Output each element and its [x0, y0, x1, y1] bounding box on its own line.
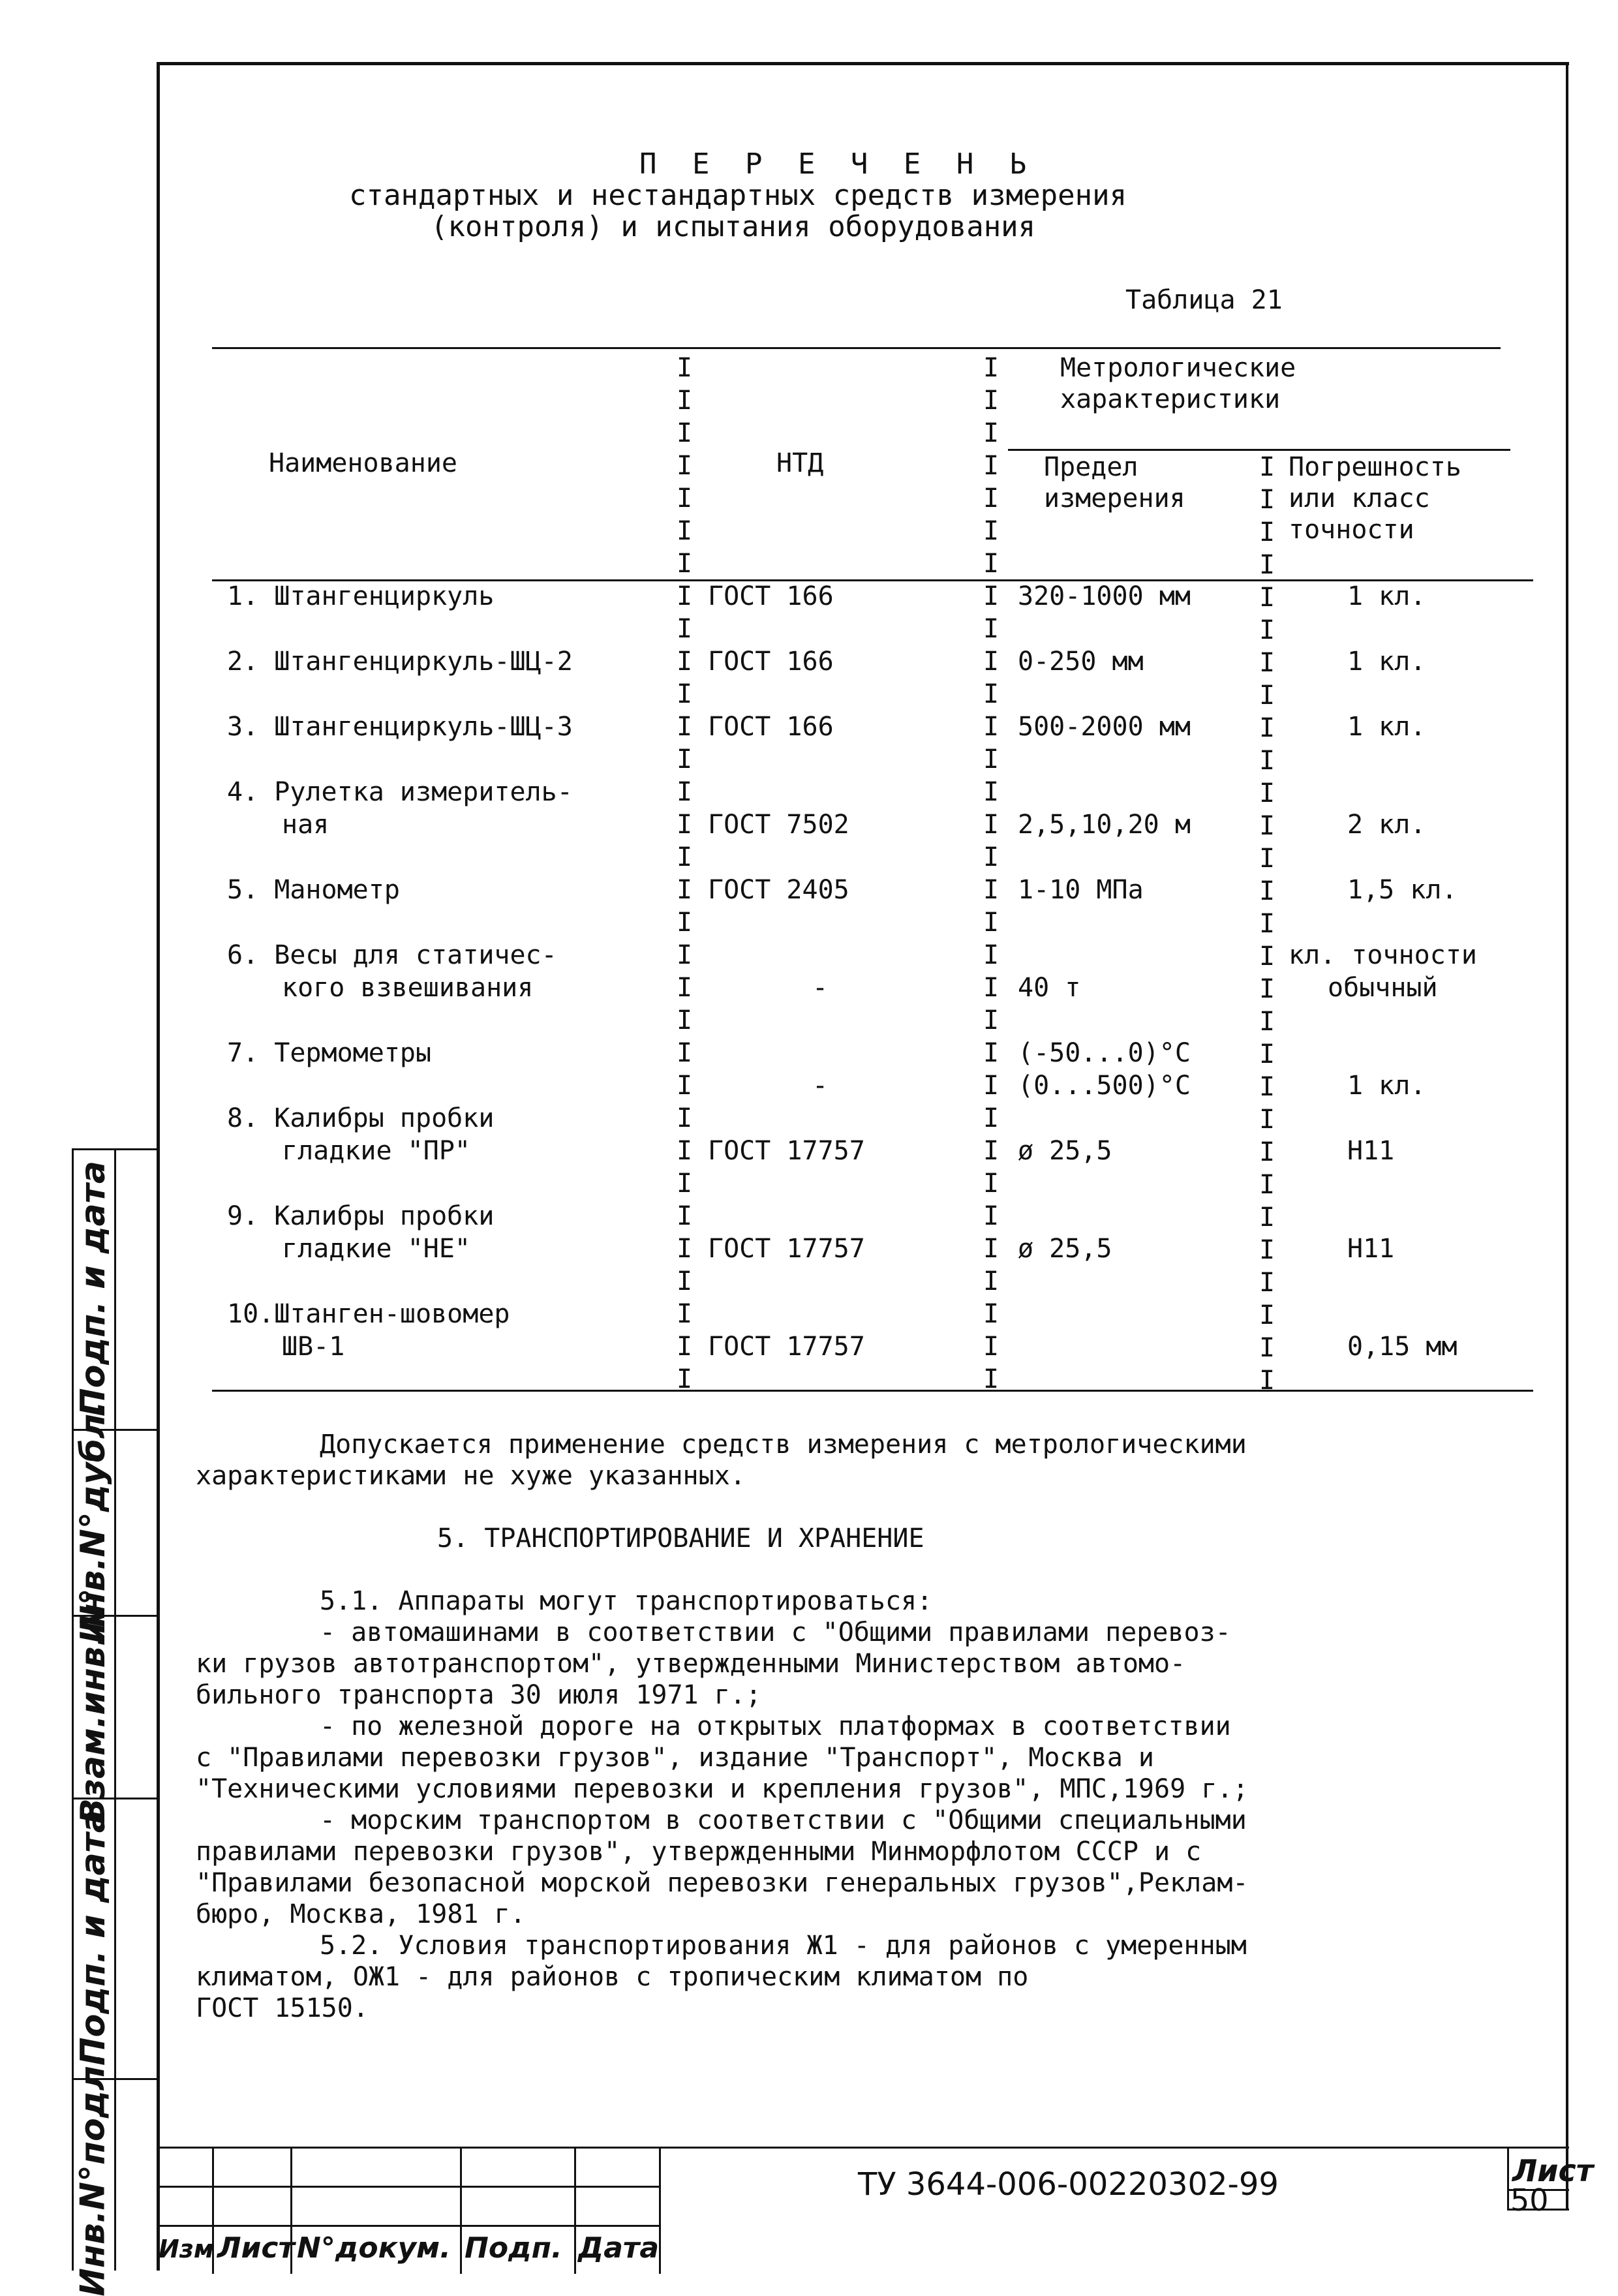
sep-col-name: I	[677, 614, 693, 644]
row-ntd: ГОСТ 166	[708, 647, 834, 677]
sep-col-limit: I	[1259, 1366, 1275, 1396]
side-label-replace-inv: Взам.инв.N°	[73, 1588, 113, 1824]
doc-title: П Е Р Е Ч Е Н Ь	[639, 147, 1036, 181]
row-limit: 320-1000 мм	[1018, 581, 1191, 611]
sep-col-ntd: I	[983, 614, 1000, 644]
row-ntd: ГОСТ 2405	[708, 875, 849, 905]
header-name: Наименование	[269, 448, 457, 478]
stamp-label-date: Дата	[578, 2231, 660, 2265]
sep-col-name: I	[677, 810, 693, 840]
row-accuracy: 2 кл.	[1347, 810, 1426, 840]
row-accuracy: 0,15 мм	[1347, 1332, 1458, 1362]
side-cell-sign-date-2	[72, 1798, 114, 2078]
sep-col-name: I	[677, 973, 693, 1003]
section-line: - по железной дороге на открытых платформах в соответствии	[320, 1711, 1231, 1741]
sep-col-limit: I	[1259, 485, 1275, 515]
sep-col-name: I	[677, 679, 693, 709]
stamp-label-sign: Подп.	[465, 2231, 562, 2265]
side-label-sign-date-2: Подп. и дата	[73, 1810, 113, 2066]
sep-col-limit: I	[1259, 681, 1275, 711]
row-accuracy: 1,5 кл.	[1347, 875, 1458, 905]
row-name: 2. Штангенциркуль-ШЦ-2	[227, 647, 573, 677]
document-code: ТУ 3644-006-00220302-99	[858, 2166, 1279, 2203]
row-accuracy: 1 кл.	[1347, 1071, 1426, 1101]
doc-subtitle-2: (контроля) и испытания оборудования	[431, 210, 1036, 243]
row-accuracy: 1 кл.	[1347, 581, 1426, 611]
row-name: 3. Штангенциркуль-ШЦ-3	[227, 712, 573, 742]
section-line: 5.2. Условия транспортирования Ж1 - для районов с умеренным	[320, 1931, 1247, 1961]
sep-col-ntd: I	[983, 1169, 1000, 1199]
row-ntd: ГОСТ 17757	[708, 1332, 865, 1362]
sep-col-limit: I	[1259, 876, 1275, 906]
sep-col-ntd: I	[983, 1299, 1000, 1329]
side-cell-replace-inv	[72, 1588, 114, 1824]
sep-col-ntd: I	[983, 1005, 1000, 1035]
sep-col-ntd: I	[983, 418, 1000, 448]
side-cell-sign-date	[72, 1148, 114, 1429]
sep-col-ntd: I	[983, 1071, 1000, 1101]
row-name: 5. Манометр	[227, 875, 400, 905]
row-name: 7. Термометры	[227, 1038, 432, 1068]
row-name-cont: ная	[282, 810, 329, 840]
row-ntd: -	[812, 1071, 829, 1101]
sheet-label: Лист	[1512, 2153, 1594, 2188]
sep-col-name: I	[677, 1136, 693, 1166]
row-name-cont: кого взвешивания	[282, 973, 534, 1003]
sep-col-ntd: I	[983, 516, 1000, 546]
frame-left-border	[157, 62, 160, 2271]
sep-col-limit: I	[1259, 1105, 1275, 1135]
note-line-2: характеристиками не хуже указанных.	[196, 1461, 746, 1491]
sep-col-limit: I	[1259, 1007, 1275, 1037]
header-error-2: или класс	[1289, 483, 1430, 513]
sep-col-ntd: I	[983, 777, 1000, 807]
sep-col-ntd: I	[983, 581, 1000, 611]
sep-col-limit: I	[1259, 1300, 1275, 1330]
section-line: ки грузов автотранспортом", утвержденными Министерством автомо-	[196, 1649, 1186, 1679]
sep-col-ntd: I	[983, 1038, 1000, 1068]
sep-col-limit: I	[1259, 1137, 1275, 1167]
section-heading: 5. ТРАНСПОРТИРОВАНИЕ И ХРАНЕНИЕ	[437, 1523, 924, 1554]
sep-col-ntd: I	[983, 647, 1000, 677]
side-stamp-inner-border	[114, 1148, 116, 2271]
row-name-cont: гладкие "НЕ"	[282, 1234, 470, 1264]
row-limit: 40 т	[1018, 973, 1081, 1003]
sep-col-name: I	[677, 483, 693, 513]
sep-col-name: I	[677, 1332, 693, 1362]
section-line: - морским транспортом в соответствии с "Общими специальными	[320, 1805, 1247, 1835]
sep-col-limit: I	[1259, 648, 1275, 678]
side-label-dup-inv: Инв.N°дубл.	[73, 1400, 113, 1644]
sep-col-name: I	[677, 712, 693, 742]
sep-col-name: I	[677, 581, 693, 611]
doc-subtitle-1: стандартных и нестандартных средств измерения	[349, 179, 1127, 212]
side-label-sign-date: Подп. и дата	[73, 1161, 113, 1416]
section-line: правилами перевозки грузов", утвержденными Минморфлотом СССР и с	[196, 1837, 1202, 1867]
sep-col-name: I	[677, 1266, 693, 1296]
sep-col-name: I	[677, 353, 693, 383]
row-accuracy: Н11	[1347, 1234, 1395, 1264]
stamp-label-doc-no: N°докум.	[297, 2231, 451, 2265]
header-metro-2: характеристики	[1060, 384, 1281, 414]
row-limit: 500-2000 мм	[1018, 712, 1191, 742]
row-accuracy-2: обычный	[1328, 973, 1438, 1003]
sep-col-limit: I	[1259, 452, 1275, 482]
side-label-orig-inv: Инв.N°подл.	[73, 2052, 113, 2296]
section-line: бильного транспорта 30 июля 1971 г.;	[196, 1680, 761, 1710]
sep-col-ntd: I	[983, 386, 1000, 416]
section-line: "Техническими условиями перевозки и крепления грузов", МПС,1969 г.;	[196, 1774, 1249, 1804]
row-ntd: ГОСТ 17757	[708, 1136, 865, 1166]
row-name: 1. Штангенциркуль	[227, 581, 495, 611]
row-accuracy: 1 кл.	[1347, 647, 1426, 677]
sep-col-ntd: I	[983, 483, 1000, 513]
header-error-1: Погрешность	[1289, 452, 1461, 482]
sep-col-name: I	[677, 842, 693, 872]
sep-col-limit: I	[1259, 844, 1275, 874]
row-limit: 1-10 МПа	[1018, 875, 1144, 905]
sep-col-name: I	[677, 386, 693, 416]
table-top-rule	[212, 347, 1501, 349]
sep-col-limit: I	[1259, 974, 1275, 1004]
header-limit-1: Предел	[1044, 452, 1138, 482]
row-ntd: ГОСТ 17757	[708, 1234, 865, 1264]
stamp-label-list: Лист	[217, 2231, 295, 2265]
stamp-label-izm: Изм	[159, 2235, 214, 2263]
section-line: "Правилами безопасной морской перевозки генеральных грузов",Реклам-	[196, 1868, 1249, 1898]
sep-col-limit: I	[1259, 713, 1275, 743]
header-error-3: точности	[1289, 515, 1414, 545]
sep-col-limit: I	[1259, 550, 1275, 580]
section-line: 5.1. Аппараты могут транспортироваться:	[320, 1586, 933, 1616]
sep-col-ntd: I	[983, 908, 1000, 938]
sep-col-name: I	[677, 1299, 693, 1329]
sep-col-name: I	[677, 940, 693, 970]
side-cell-orig-inv	[72, 2052, 114, 2296]
sep-col-name: I	[677, 1364, 693, 1394]
sep-col-ntd: I	[983, 1136, 1000, 1166]
sep-col-name: I	[677, 1201, 693, 1231]
sep-col-limit: I	[1259, 1202, 1275, 1232]
sep-col-name: I	[677, 1103, 693, 1133]
row-limit: ø 25,5	[1018, 1136, 1112, 1166]
stamp-col-3	[460, 2147, 462, 2274]
row-name: 9. Калибры пробки	[227, 1201, 495, 1231]
row-accuracy: кл. точности	[1289, 940, 1477, 970]
row-ntd: ГОСТ 166	[708, 581, 834, 611]
row-ntd: ГОСТ 166	[708, 712, 834, 742]
sep-col-name: I	[677, 549, 693, 579]
sep-col-name: I	[677, 647, 693, 677]
sep-col-ntd: I	[983, 1103, 1000, 1133]
sep-col-limit: I	[1259, 941, 1275, 972]
sep-col-ntd: I	[983, 1364, 1000, 1394]
sep-col-ntd: I	[983, 842, 1000, 872]
stamp-col-5	[659, 2147, 661, 2274]
sheet-number: 50	[1510, 2182, 1549, 2218]
header-ntd: НТД	[776, 448, 824, 478]
sep-col-name: I	[677, 451, 693, 481]
sep-col-limit: I	[1259, 1170, 1275, 1200]
row-name: 4. Рулетка измеритель-	[227, 777, 573, 807]
sep-col-ntd: I	[983, 1201, 1000, 1231]
sep-col-ntd: I	[983, 973, 1000, 1003]
sep-col-limit: I	[1259, 909, 1275, 939]
sep-col-name: I	[677, 875, 693, 905]
row-limit: 0-250 мм	[1018, 647, 1144, 677]
sep-col-ntd: I	[983, 712, 1000, 742]
sep-col-name: I	[677, 516, 693, 546]
sep-col-limit: I	[1259, 1268, 1275, 1298]
sep-col-name: I	[677, 908, 693, 938]
section-line: - автомашинами в соответствии с "Общими правилами перевоз-	[320, 1617, 1231, 1647]
frame-top-border	[157, 62, 1569, 65]
row-ntd: -	[812, 973, 829, 1003]
section-line: ГОСТ 15150.	[196, 1993, 369, 2023]
sep-col-ntd: I	[983, 940, 1000, 970]
sep-col-name: I	[677, 1169, 693, 1199]
sep-col-limit: I	[1259, 811, 1275, 841]
header-limit-2: измерения	[1044, 483, 1185, 513]
sep-col-limit: I	[1259, 1235, 1275, 1265]
header-metro-1: Метрологические	[1060, 353, 1296, 383]
row-name: 8. Калибры пробки	[227, 1103, 495, 1133]
sep-col-limit: I	[1259, 1072, 1275, 1102]
sep-col-ntd: I	[983, 744, 1000, 774]
sep-col-limit: I	[1259, 583, 1275, 613]
row-limit: (-50...0)°С	[1018, 1038, 1191, 1068]
title-block-row-2	[157, 2225, 659, 2227]
sep-col-ntd: I	[983, 679, 1000, 709]
row-limit: 2,5,10,20 м	[1018, 810, 1191, 840]
row-accuracy: Н11	[1347, 1136, 1395, 1166]
row-name: 10.Штанген-шовомер	[227, 1299, 510, 1329]
sep-col-name: I	[677, 418, 693, 448]
sep-col-name: I	[677, 1005, 693, 1035]
sep-col-ntd: I	[983, 451, 1000, 481]
table-bottom-rule	[212, 1390, 1533, 1392]
section-line: климатом, ОЖ1 - для районов с тропическим климатом по	[196, 1962, 1029, 1992]
sep-col-ntd: I	[983, 875, 1000, 905]
sep-col-limit: I	[1259, 778, 1275, 808]
frame-right-border	[1566, 62, 1568, 2209]
section-line: бюро, Москва, 1981 г.	[196, 1899, 526, 1929]
sep-col-name: I	[677, 1071, 693, 1101]
sep-col-ntd: I	[983, 549, 1000, 579]
sep-col-name: I	[677, 1038, 693, 1068]
sep-col-limit: I	[1259, 615, 1275, 645]
table-label: Таблица 21	[1125, 285, 1283, 315]
sep-col-ntd: I	[983, 1332, 1000, 1362]
row-ntd: ГОСТ 7502	[708, 810, 849, 840]
row-name-cont: ШВ-1	[282, 1332, 345, 1362]
sep-col-ntd: I	[983, 353, 1000, 383]
sep-col-limit: I	[1259, 517, 1275, 547]
sep-col-ntd: I	[983, 1266, 1000, 1296]
section-line: с "Правилами перевозки грузов", издание "Транспорт", Москва и	[196, 1743, 1155, 1773]
sep-col-ntd: I	[983, 810, 1000, 840]
note-line-1: Допускается применение средств измерения с метрологическими	[320, 1430, 1247, 1460]
sheet-col	[1507, 2147, 1509, 2209]
title-block-row-1	[157, 2186, 659, 2188]
sep-col-limit: I	[1259, 1039, 1275, 1069]
row-accuracy: 1 кл.	[1347, 712, 1426, 742]
sep-col-name: I	[677, 1234, 693, 1264]
row-limit-2: (0...500)°С	[1018, 1071, 1191, 1101]
sep-col-limit: I	[1259, 746, 1275, 776]
row-limit: ø 25,5	[1018, 1234, 1112, 1264]
sep-col-limit: I	[1259, 1333, 1275, 1363]
metro-header-rule	[1008, 449, 1510, 451]
stamp-col-4	[574, 2147, 576, 2274]
row-name: 6. Весы для статичес-	[227, 940, 557, 970]
row-name-cont: гладкие "ПР"	[282, 1136, 470, 1166]
sep-col-name: I	[677, 777, 693, 807]
sep-col-name: I	[677, 744, 693, 774]
sep-col-ntd: I	[983, 1234, 1000, 1264]
title-block-top	[157, 2147, 1569, 2149]
side-cell-dup-inv	[72, 1400, 114, 1644]
